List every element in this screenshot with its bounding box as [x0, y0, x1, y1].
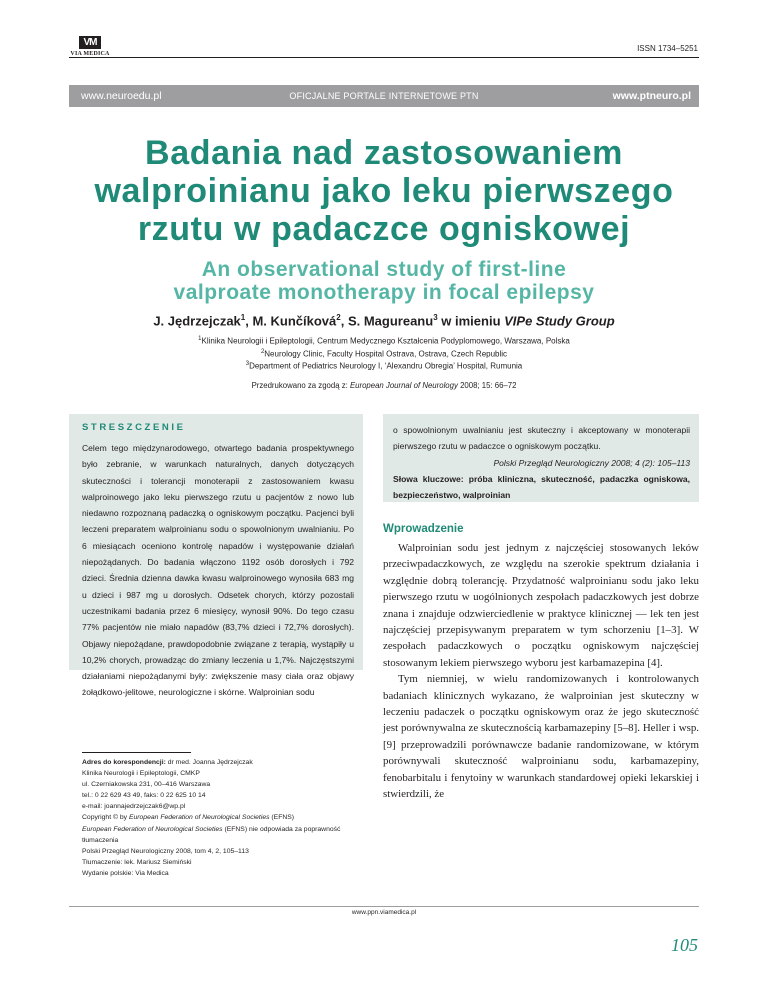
keywords-text: próba kliniczna, skuteczność, padaczka ogniskowa, bezpieczeństwo, walproinian	[393, 473, 691, 501]
intro-paragraph: Walproinian sodu jest jednym z najczęściej stosowanych leków przeciwpadaczkowych, ze względu na szerokie spektrum działania i względnie dobrą tolerancję. Przydatność walproinianu sodu jako leku pierwszego rzutu w uogólnionych zespołach padaczkowych jest dobrze znana i znajduje odzwierciedlenie w praktyce klinicznej — lek ten jest najczęściej przepisywanym preparatem w tym schorzeniu [1–3]. W zespołach padaczkowych o początku ogniskowym najczęściej stosowanym lekiem pierwszego wyboru jest karbamazepina [4].	[383, 542, 699, 669]
page-number: 105	[671, 935, 698, 955]
affiliation: $^2$Neurology Clinic, Faculty Hospital Ostrava, Ostrava, Czech Republic	[260, 348, 508, 359]
issn: ISSN 1734–5251	[637, 44, 698, 53]
correspondence: Adres do korespondencji: dr med. Joanna Jędrzejczak Klinika Neurologii i Epileptologii, CMKP ul. Czerniakowska 231, 00–416 Warszawa tel.: 0 22 629 43 49, faks: 0 22 625 10 14 e-mail: joannajedrzejczak6@wp.pl Copyright © by European Federation of Neurological Societies (EFNS) European Federation of Neurological Societies (EFNS) nie odpowiada za poprawność tłumaczenia Polski Przegląd Neurologiczny 2008, tom 4, 2, 105–113 Tłumaczenie: lek. Mariusz Siemiński Wydanie polskie: Via Medica	[82, 757, 362, 879]
intro-heading: Wprowadzenie	[383, 523, 464, 535]
author-name: J. Jędrzejczak	[153, 313, 241, 329]
reprint-note: Przedrukowano za zgodą z: European Journal of Neurology 2008; 15: 66–72	[251, 381, 517, 390]
publisher-logo	[68, 36, 112, 58]
logo-text: VIA MEDICA	[70, 51, 110, 57]
author-sup: 1	[240, 313, 246, 322]
affiliation: $^3$Department of Pediatrics Neurology I, ‘Alexandru Obregia’ Hospital, Rumunia	[245, 361, 523, 371]
portal-banner	[69, 85, 699, 107]
abstract-continuation	[393, 422, 690, 503]
title-en-line: valproate monotherapy in focal epilepsy	[173, 281, 595, 304]
affiliation: $^1$Klinika Neurologii i Epileptologii, Centrum Medycznego Kształcenia Podyplomowego, Warszawa, Polska	[198, 336, 570, 346]
logo-mark: VM	[79, 36, 101, 49]
bottom-rule	[69, 906, 699, 907]
title-pl-line: walproinianu jako leku pierwszego	[94, 172, 674, 210]
footer-url[interactable]: www.ppn.viamedica.pl	[351, 909, 417, 916]
author-name: M. Kunčíková	[252, 313, 337, 329]
abstract-body: Celem tego międzynarodowego, otwartego badania prospektywnego było zebranie, w warunkach naturalnych, danych dotyczących skuteczności i tolerancji monoterapii z zastosowaniem kwasu walproinowego jako leku pierwszego rzutu u pacjentów z nowo lub niedawno rozpoznaną padaczką o ogniskowym początku. Pacjenci byli leczeni preparatem walproinianu sodu o spowolnionym uwalnianiu. Po 6 miesiącach oceniono kontrolę napadów i występowanie działań niepożądanych. Do badania włączono 1192 osób dorosłych i 792 dzieci. Średnia dzienna dawka kwasu walproinowego wynosiła 683 mg u dzieci i 987 mg u dorosłych. Odsetek chorych, którzy pozostali uczestnikami badania przez 6 miesięcy, wynosił 90%. Do tego czasu 77% pacjentów nie miało napadów (83,7% dzieci i 72,7% dorosłych). Objawy niepożądane, prawdopodobnie związane z terapią, wystąpiły u 10,2% chorych, prowadząc do zmiany leczenia u 1,7%. Najczęstszymi działaniami niepożądanymi były: zwiększenie masy ciała oraz objawy żołądkowo-jelitowe, neurologiczne i skórne. Walproinian sodu	[82, 443, 354, 698]
title-english	[60, 258, 708, 304]
abstract-heading: STRESZCZENIE	[82, 422, 186, 433]
author-sup: 2	[336, 313, 341, 322]
correspondence-email: e-mail: joannajedrzejczak6@wp.pl	[82, 803, 186, 811]
title-en-line: An observational study of first-line	[201, 258, 567, 281]
title-polish	[60, 134, 708, 248]
abstract-continuation-text: o spowolnionym uwalnianiu jest skuteczny i akceptowany w monoterapii pierwszego rzutu w padaczce o ogniskowym początku.	[393, 425, 690, 452]
study-group: VIPe Study Group	[504, 313, 615, 329]
banner-right-link[interactable]: www.ptneuro.pl	[612, 90, 691, 102]
authors: J. Jędrzejczak$^1$, M. Kunčíková$^2$, S. Magureanu$^3$ w imieniu VIPe Study Group	[153, 313, 615, 329]
title-pl-line: rzutu w padaczce ogniskowej	[137, 210, 631, 248]
group-prefix: w imieniu	[441, 313, 501, 329]
abstract-citation: Polski Przegląd Neurologiczny 2008; 4 (2): 105–113	[493, 457, 690, 468]
keywords-label: Słowa kluczowe:	[393, 473, 464, 484]
intro-paragraph: Tym niemniej, w wielu randomizowanych i kontrolowanych badaniach klinicznych wykazano, że walproinian jest skuteczny w leczeniu padaczek o początku ogniskowym oraz że jego skuteczność jest porównywalna ze skutecznością karbamazepiny [5–8]. Heller i wsp. [9] przeprowadzili porównawcze badanie randomizowane, w którym porównywali skuteczność walproinianu sodu, karbamazepiny, fenobarbitalu i fenytoiny w warunkach standardowej opieki lekarskiej i stwierdzili, że	[383, 673, 699, 801]
author-sup: 3	[433, 313, 438, 322]
banner-left-link[interactable]: www.neuroedu.pl	[81, 90, 162, 102]
title-pl-line: Badania nad zastosowaniem	[145, 134, 623, 172]
correspondence-rule	[82, 752, 191, 753]
top-rule	[69, 57, 699, 58]
banner-center-text: OFICJALNE PORTALE INTERNETOWE PTN	[289, 91, 479, 101]
reprint-journal: European Journal of Neurology	[349, 381, 458, 390]
keywords	[393, 471, 690, 504]
intro-text	[383, 540, 699, 803]
author-name: S. Magureanu	[347, 313, 434, 329]
affiliations	[40, 334, 728, 372]
